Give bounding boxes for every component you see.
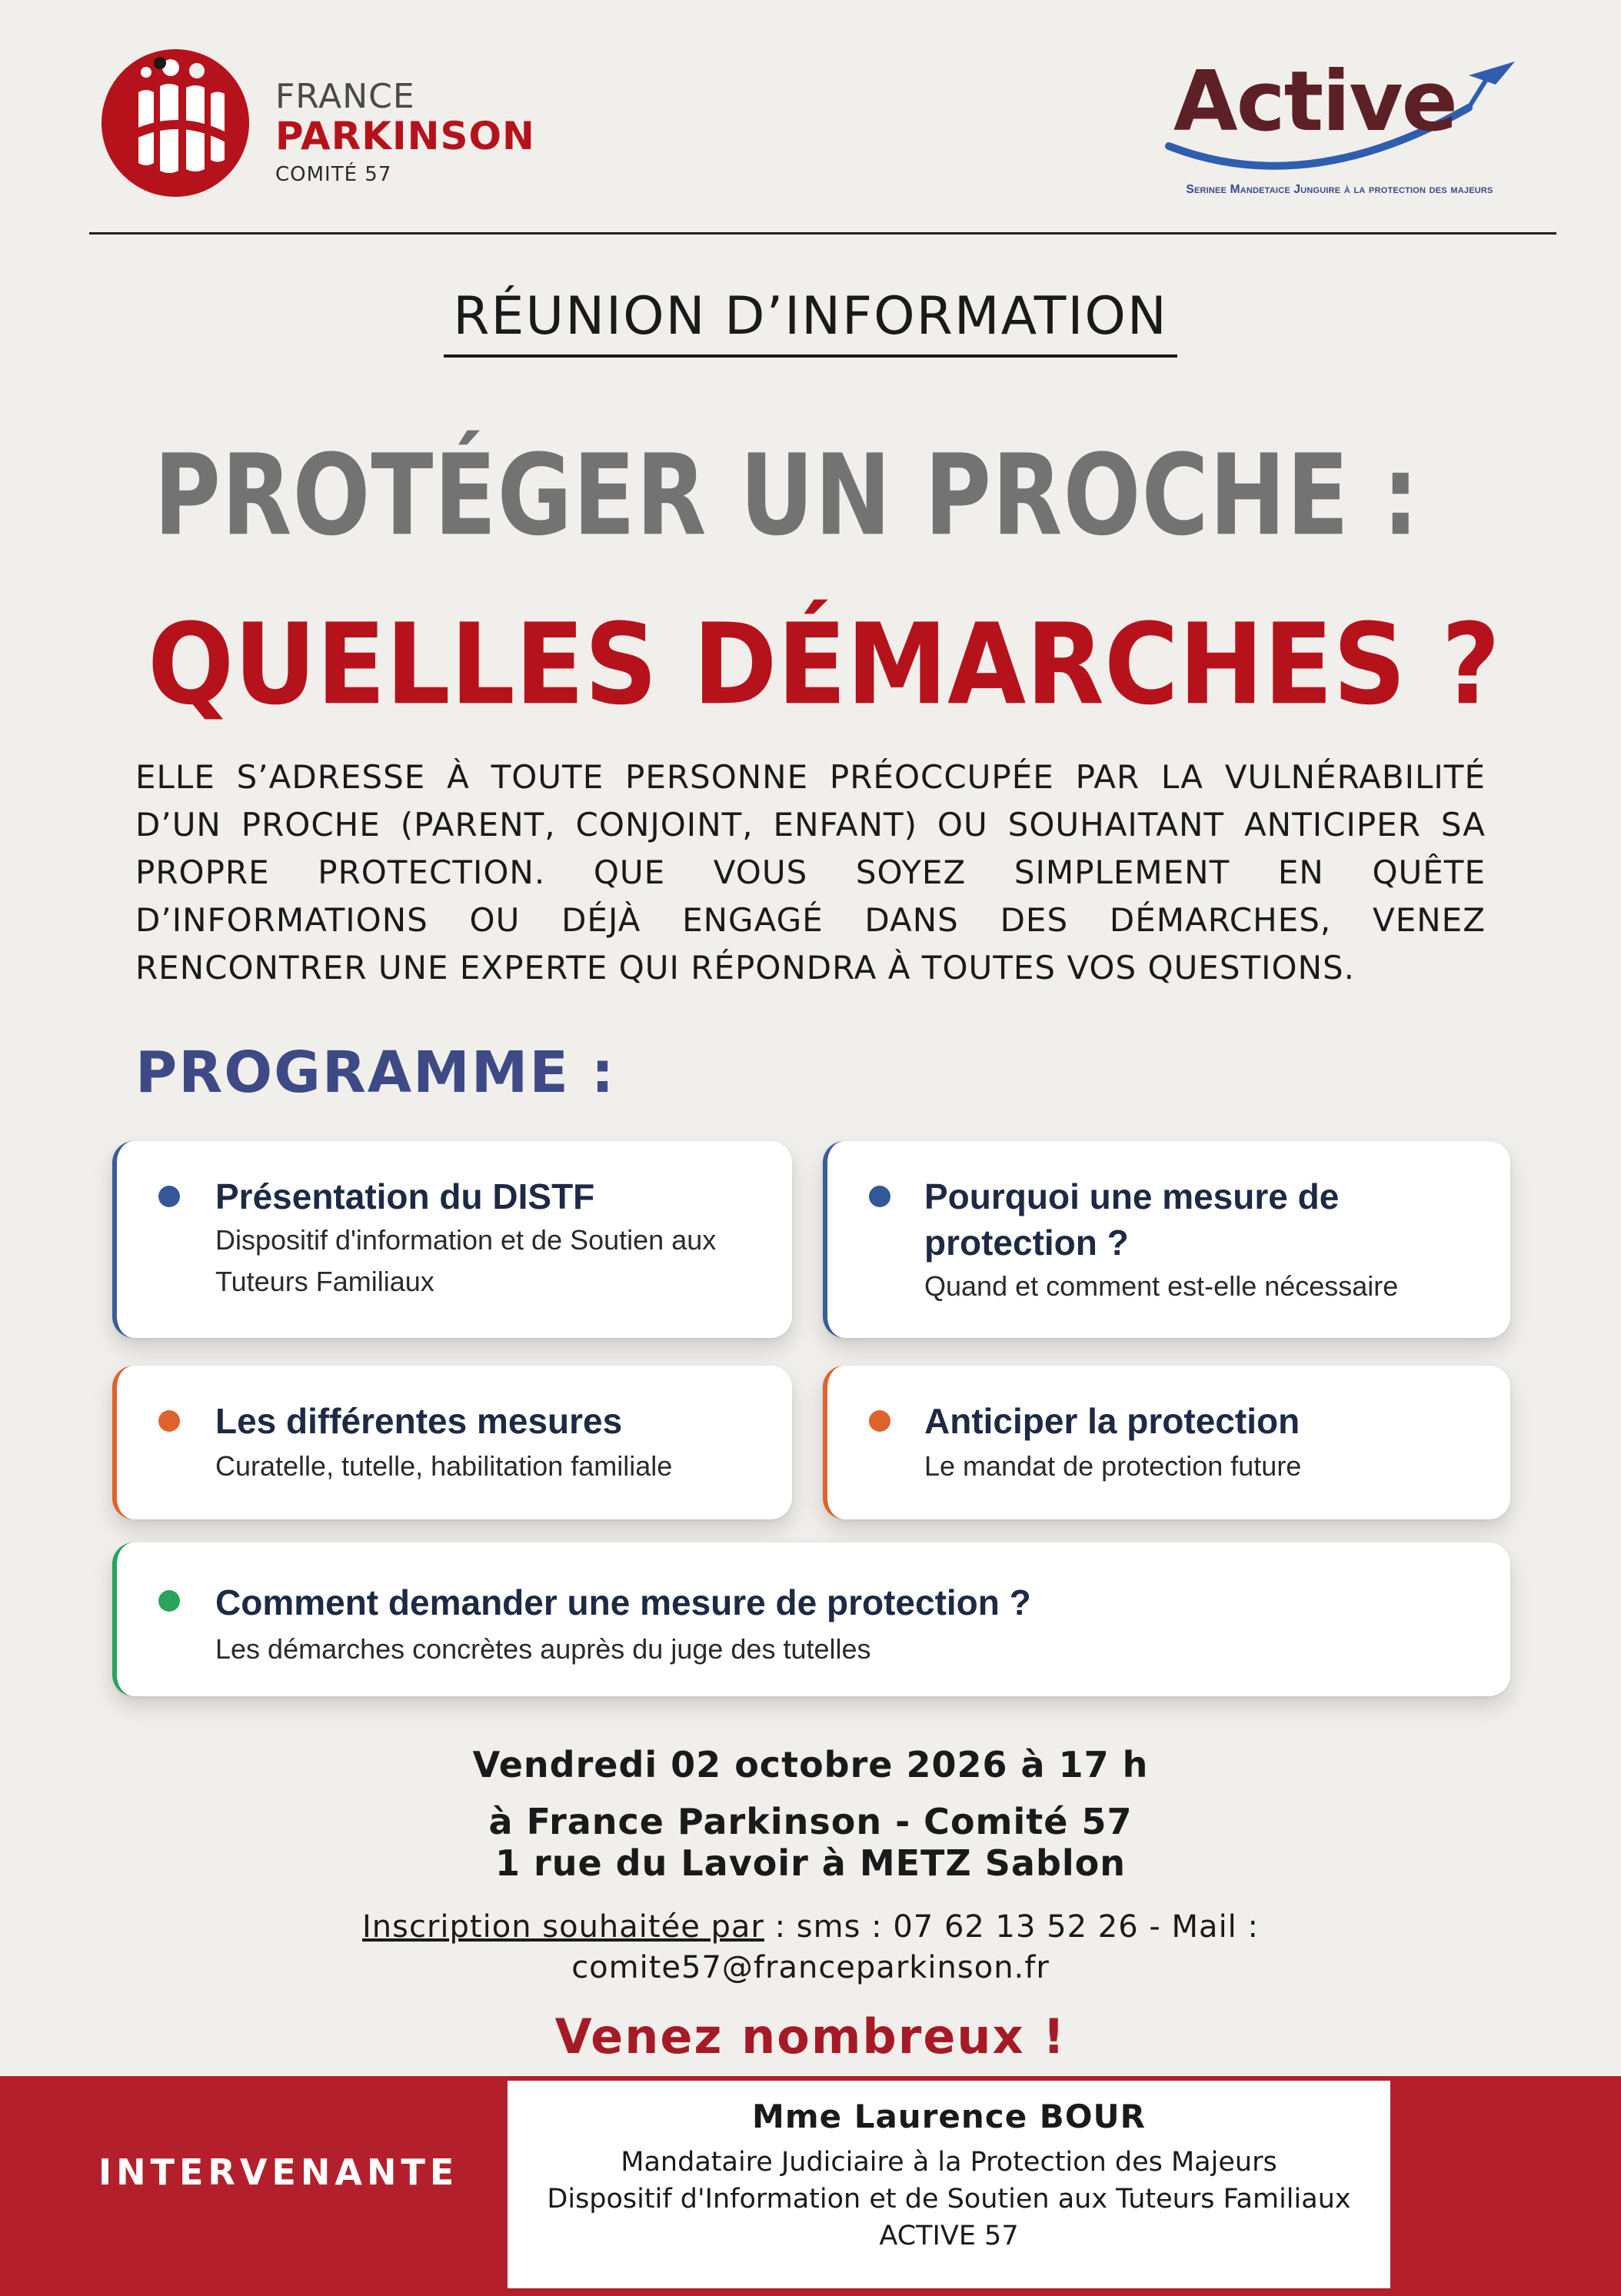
programme-card-subtitle-line: Dispositif d'information et de Soutien aux	[215, 1224, 717, 1256]
reunion-heading	[0, 286, 1621, 347]
programme-card-subtitle	[215, 1220, 716, 1303]
programme-card-demander	[112, 1542, 1510, 1696]
main-title-line-1: PROTÉGER UN PROCHE :	[154, 431, 1420, 561]
header-divider	[89, 232, 1556, 235]
event-date: Vendredi 02 octobre 2026 à 17 h	[472, 1744, 1149, 1785]
reunion-heading-text: RÉUNION D’INFORMATION	[444, 286, 1177, 358]
active-wordmark: Active	[1173, 54, 1456, 150]
main-title-line-2: QUELLES DÉMARCHES ?	[148, 600, 1500, 730]
call-to-action: Venez nombreux !	[554, 2008, 1067, 2065]
programme-card-title: Les différentes mesures	[215, 1401, 623, 1441]
registration-email[interactable]: comite57@franceparkinson.fr	[571, 1950, 1050, 1985]
registration-info	[0, 1909, 1621, 1945]
programme-card-title	[924, 1173, 1339, 1266]
speaker-organisation: Dispositif d'Information et de Soutien aux Tuteurs Familiaux	[547, 2184, 1351, 2214]
programme-card-pourquoi	[823, 1141, 1510, 1338]
bullet-dot-icon	[869, 1410, 890, 1432]
speaker-name: Mme Laurence BOUR	[752, 2098, 1146, 2135]
footer-label: INTERVENANTE	[98, 2151, 459, 2193]
bullet-dot-icon	[158, 1410, 180, 1432]
speaker-role: Mandataire Judiciaire à la Protection des Majeurs	[621, 2147, 1277, 2178]
programme-card-distf	[112, 1141, 792, 1338]
programme-card-subtitle: Les démarches concrètes auprès du juge des tutelles	[215, 1633, 871, 1665]
bullet-dot-icon	[869, 1186, 890, 1207]
programme-card-title-line: protection ?	[924, 1223, 1129, 1263]
programme-card-anticiper	[823, 1366, 1510, 1519]
programme-card-title: Comment demander une mesure de protection ?	[215, 1582, 1031, 1622]
france-parkinson-wordmark	[275, 77, 535, 186]
programme-card-title: Anticiper la protection	[924, 1401, 1300, 1441]
speaker-box	[508, 2081, 1390, 2288]
active-logo	[1107, 54, 1553, 208]
france-parkinson-logo-icon	[100, 48, 261, 201]
fp-line-parkinson: PARKINSON	[275, 114, 535, 158]
programme-card-subtitle: Quand et comment est-elle nécessaire	[924, 1270, 1399, 1302]
programme-card-title-line: Pourquoi une mesure de	[924, 1176, 1340, 1216]
france-parkinson-logo	[100, 48, 600, 201]
registration-contact: : sms : 07 62 13 52 26 - Mail :	[764, 1909, 1259, 1945]
registration-label: Inscription souhaitée par	[362, 1909, 764, 1945]
bullet-dot-icon	[158, 1186, 180, 1207]
event-venue: à France Parkinson - Comité 57	[488, 1801, 1133, 1842]
programme-card-mesures	[112, 1366, 792, 1519]
programme-card-subtitle: Curatelle, tutelle, habilitation familiale	[215, 1450, 673, 1482]
speaker-affiliation: ACTIVE 57	[879, 2221, 1019, 2251]
programme-card-subtitle: Le mandat de protection future	[924, 1450, 1302, 1482]
programme-heading: PROGRAMME :	[135, 1040, 616, 1106]
programme-card-subtitle-line: Tuteurs Familiaux	[215, 1266, 434, 1297]
programme-card-title: Présentation du DISTF	[215, 1176, 595, 1216]
bullet-dot-icon	[158, 1590, 180, 1612]
fp-line-comite: COMITÉ 57	[275, 163, 392, 186]
active-tagline: Serinee Mandetaice Junguire à la protection des majeurs	[1186, 183, 1493, 196]
fp-line-france: FRANCE	[275, 77, 415, 116]
intro-paragraph: ELLE S’ADRESSE À TOUTE PERSONNE PRÉOCCUPÉE PAR LA VULNÉRABILITÉ D’UN PROCHE (PARENT, CONJOINT, ENFANT) OU SOUHAITANT ANTICIPER SA PROPRE PROTECTION. QUE VOUS SOYEZ SIMPLEMENT EN QUÊTE D’INFORMATIONS OU DÉJÀ ENGAGÉ DANS DES DÉMARCHES, VENEZ RENCONTRER UNE EXPERTE QUI RÉPONDRA À TOUTES VOS QUESTIONS.	[135, 758, 1486, 987]
event-address: 1 rue du Lavoir à METZ Sablon	[495, 1842, 1126, 1884]
